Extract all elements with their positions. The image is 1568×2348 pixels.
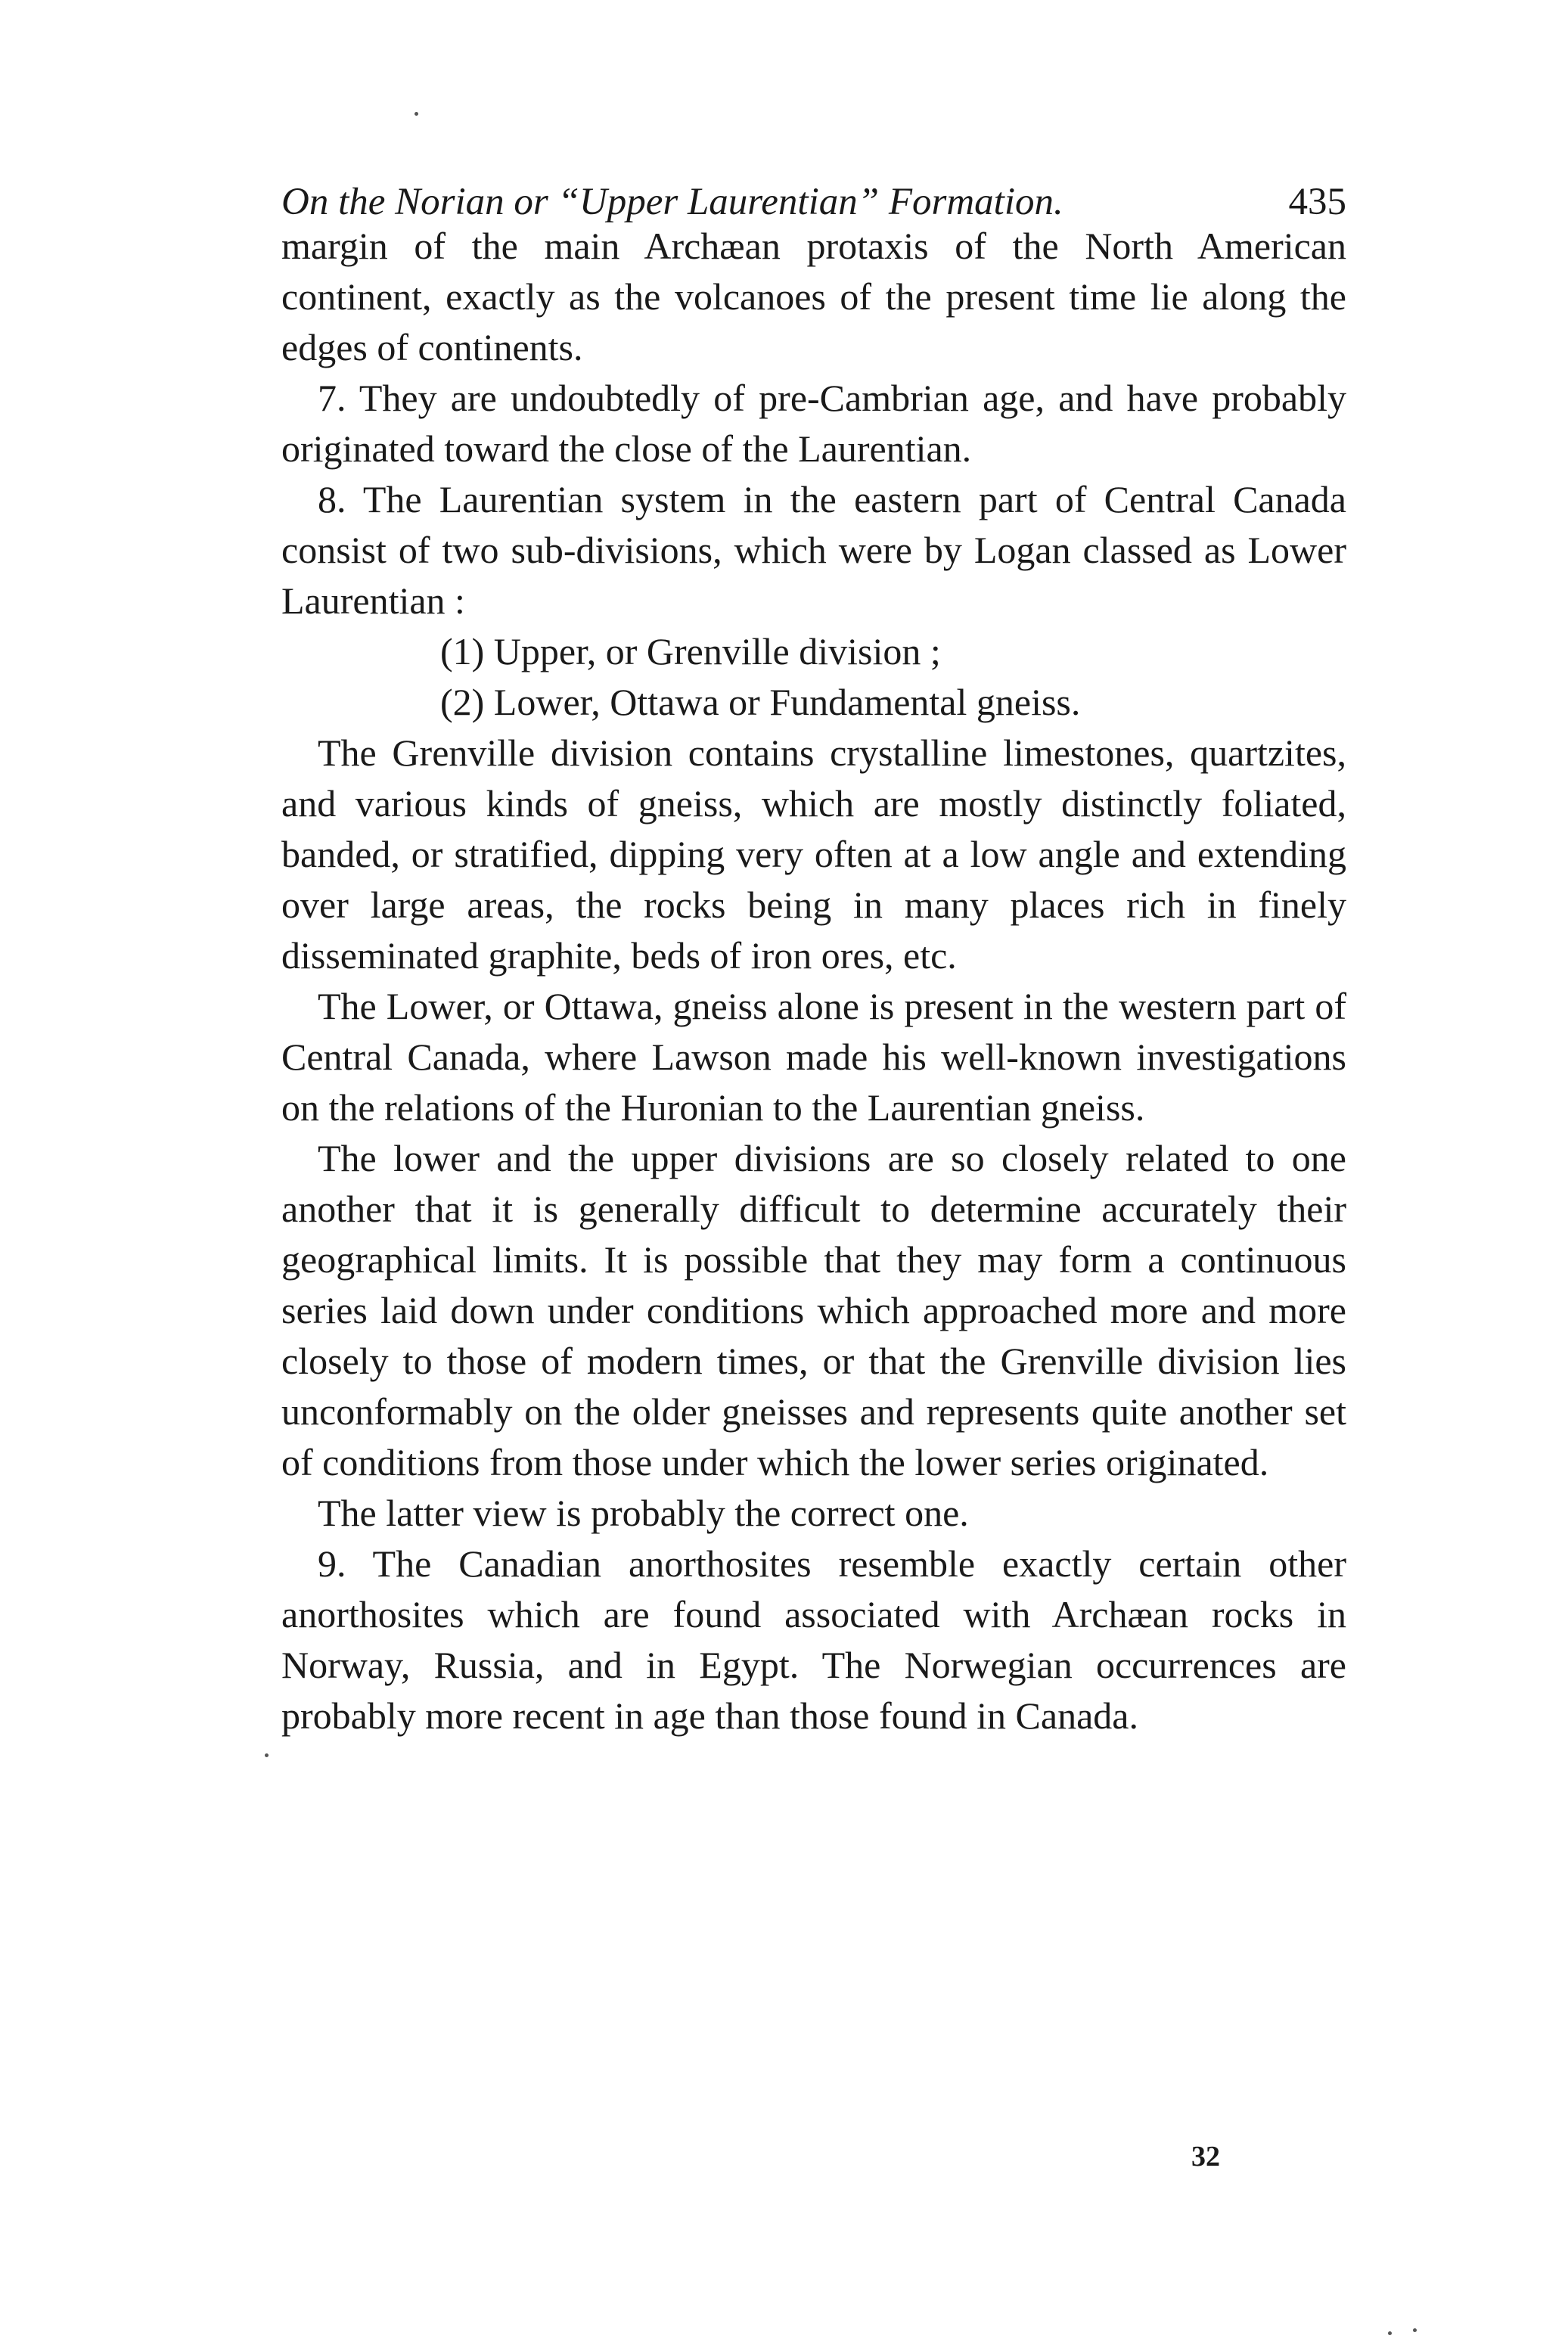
paragraph-grenville: The Grenville division contains crystalline limestones, quartzites, and various kinds of gneiss, which are mostly distinctly foliated, banded, or stratified, dipping very often at a low angle and extending over large areas, the rocks being in many places rich in finely disseminated graphite, beds of iron ores, etc.	[281, 731, 1346, 977]
running-title: On the Norian or “Upper Laurentian” Formation.	[281, 181, 1063, 223]
list-item: (2) Lower, Ottawa or Fundamental gneiss.	[440, 681, 1081, 723]
speck-mark	[415, 112, 418, 116]
subdivision-list	[281, 626, 1346, 728]
speck-mark	[265, 1753, 269, 1757]
body-text	[281, 221, 1346, 1741]
paragraph-item-9: 9. The Canadian anorthosites resemble exactly certain other anorthosites which are found associated with Archæan rocks in Norway, Russia, and in Egypt. The Norwegian occurrences are probably more recent in age than those found in Canada.	[281, 1542, 1346, 1737]
paragraph-divisions: The lower and the upper divisions are so closely related to one another that it is generally difficult to determine accurately their geographical limits. It is possible that they may form a continuous series laid down under conditions which approached more and more closely to those of modern times, or that the Grenville division lies unconformably on the older gneisses and represents quite another set of conditions from those under which the lower series originated.	[281, 1137, 1346, 1483]
paragraph-latter-view: The latter view is probably the correct one.	[318, 1492, 969, 1534]
signature-mark: 32	[1191, 2141, 1220, 2173]
paragraph-item-8: 8. The Laurentian system in the eastern part of Central Canada consist of two sub-divisions, which were by Logan classed as Lower Laurentian :	[281, 478, 1346, 622]
paragraph-item-7: 7. They are undoubtedly of pre-Cambrian age, and have probably originated toward the close of the Laurentian.	[281, 377, 1346, 470]
speck-mark	[1413, 2328, 1417, 2332]
paragraph-continuation: margin of the main Archæan protaxis of the North American continent, exactly as the volcanoes of the present time lie along the edges of continents.	[281, 225, 1346, 368]
paragraph-ottawa: The Lower, or Ottawa, gneiss alone is present in the western part of Central Canada, where Lawson made his well-known investigations on the relations of the Huronian to the Laurentian gneiss.	[281, 985, 1346, 1129]
page-number: 435	[1288, 181, 1346, 223]
speck-mark	[1388, 2331, 1392, 2335]
list-item: (1) Upper, or Grenville division ;	[440, 630, 941, 672]
